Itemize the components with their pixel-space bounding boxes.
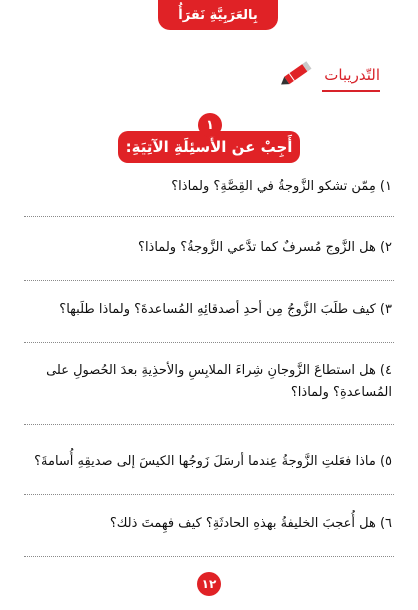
exercise-number-badge — [198, 113, 222, 137]
instruction-text: أَجِبْ عن الأَسئِلَةِ الآتِيَةِ: — [125, 138, 293, 156]
book-title: بِالعَرَبِيَّةِ نَقرَأُ — [178, 7, 258, 23]
answer-line — [24, 556, 394, 557]
pencil-eraser-icon — [280, 58, 316, 86]
question-1: ١) مِمّن تشكو الزَّوجةُ في القِصَّةِ؟ ولماذا؟ — [171, 179, 392, 194]
answer-line — [24, 280, 394, 281]
question-3: ٣) كيف طلَبَ الزَّوجُ مِن أحدِ أصدقائِهِ المُساعدةَ؟ ولماذا طلَبها؟ — [59, 302, 392, 317]
page-number-badge — [197, 572, 221, 596]
question-2: ٢) هل الزَّوج مُسرفٌ كما تدَّعي الزَّوجةُ؟ ولماذا؟ — [138, 240, 392, 255]
question-5: ٥) ماذا فعَلتِ الزَّوجةُ عِندما أرسَلَ زَوجُها الكيسَ إلى صديقِهِ أُسامةَ؟ — [34, 454, 392, 469]
question-4: ٤) هل استطاعَ الزَّوجانِ شِراءَ الملابِسِ والأحذِيةِ بعدَ الحُصولِ على المُساعدةِ؟ ولماذا؟ — [46, 363, 392, 400]
answer-line — [24, 216, 394, 217]
section-header — [280, 58, 380, 98]
question-6: ٦) هل أُعجبَ الخليفةُ بهذهِ الحادثَةِ؟ كيف فهِمتَ ذلك؟ — [109, 516, 392, 531]
answer-line — [24, 342, 394, 343]
section-underline — [322, 90, 380, 92]
answer-line — [24, 494, 394, 495]
answer-line — [24, 424, 394, 425]
book-title-banner — [158, 0, 278, 30]
section-title: التّدريبات — [324, 66, 380, 84]
exercise-number: ١ — [206, 117, 214, 133]
page-number: ١٢ — [201, 577, 217, 591]
